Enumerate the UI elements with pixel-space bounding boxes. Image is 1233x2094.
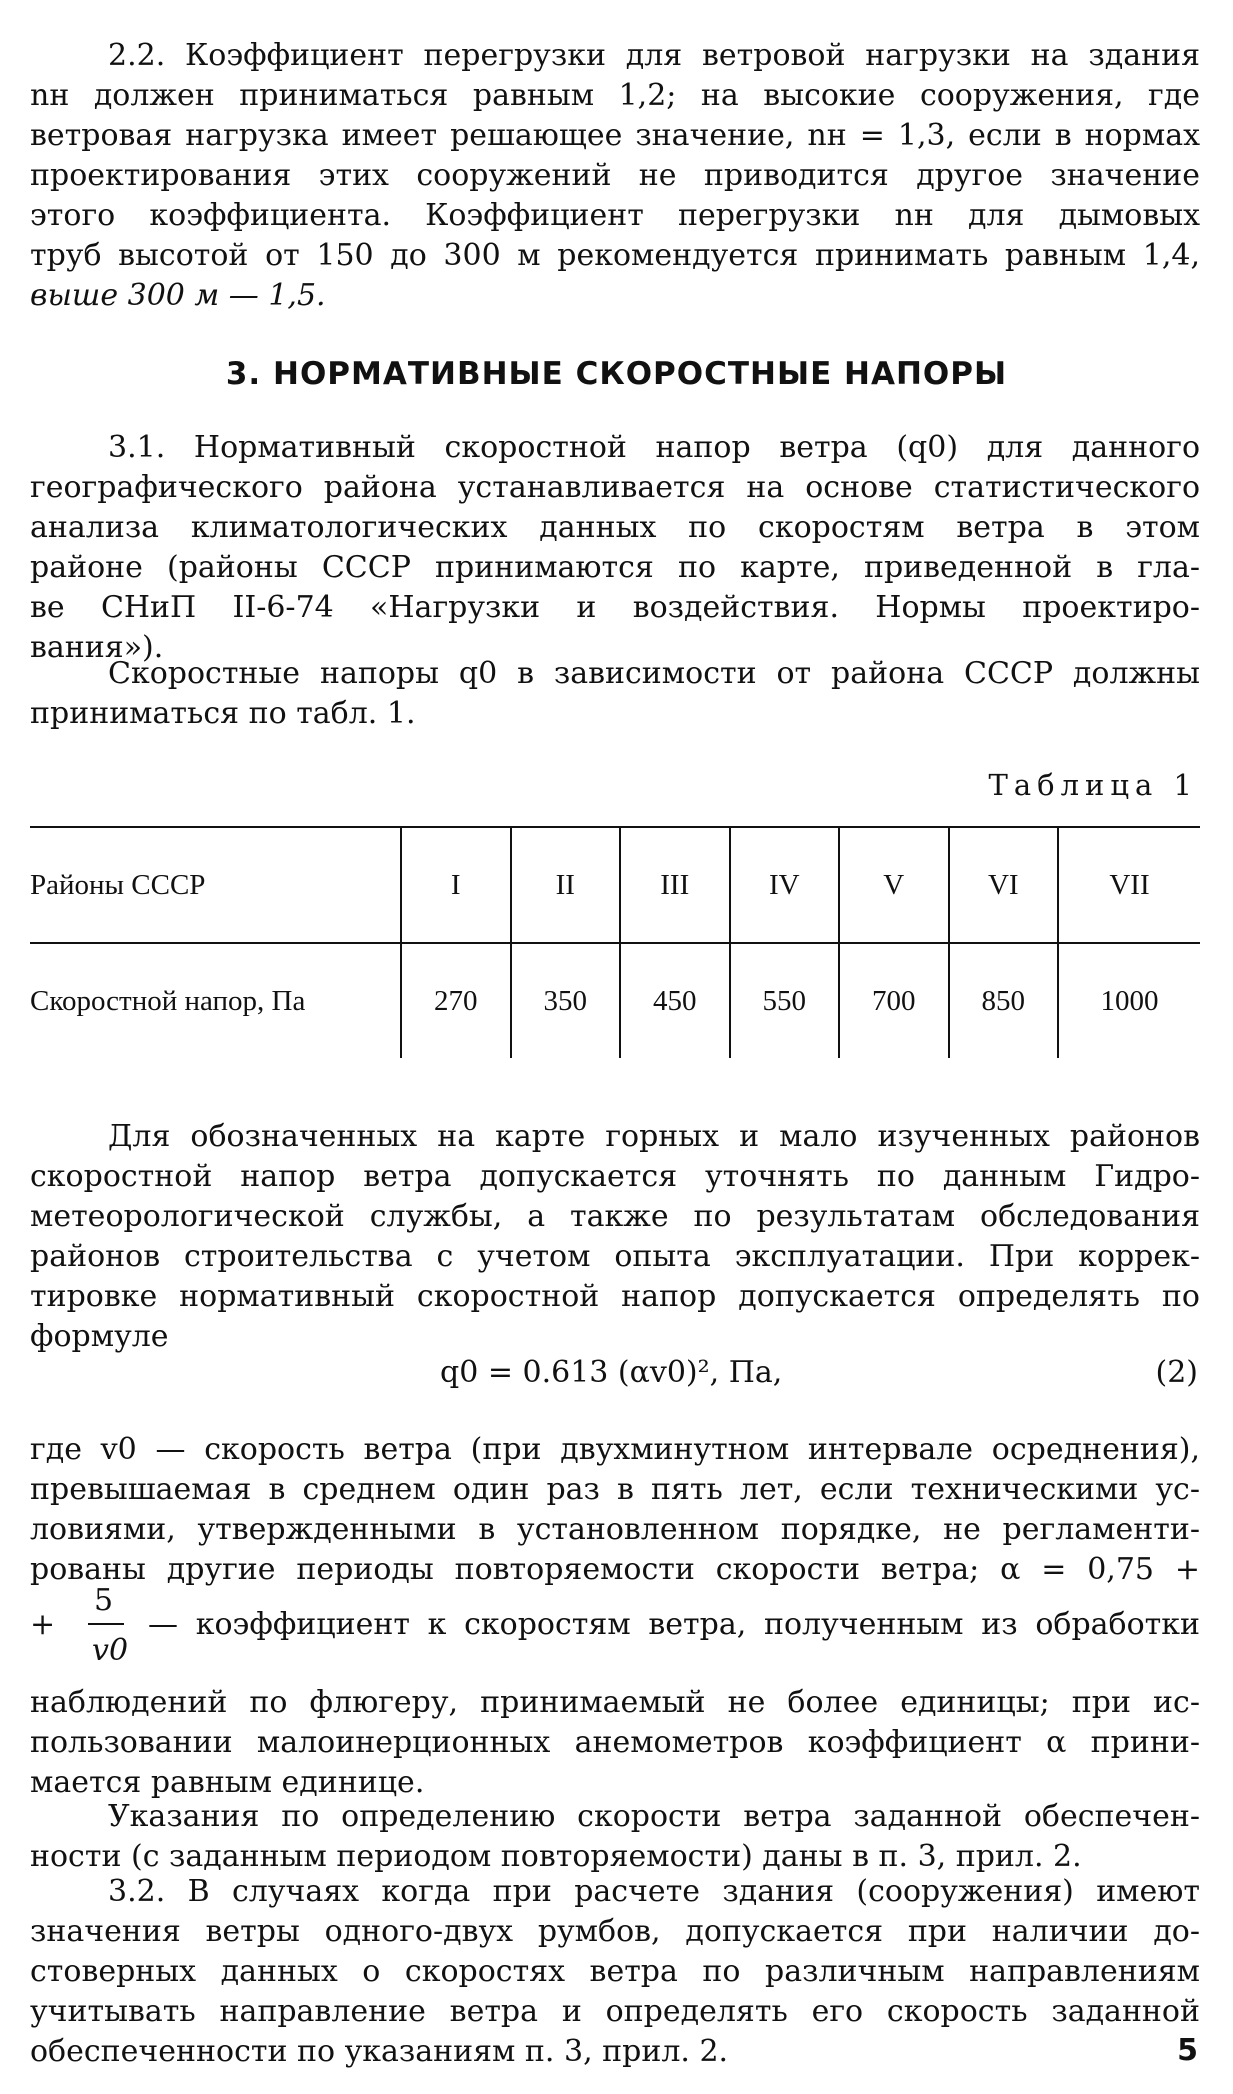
text-line: формуле [30,1319,169,1354]
text-line: Для обозначенных на карте горных и мало изученных районов [108,1119,1200,1154]
text-line: учитывать направление ветра и определять его скорость заданной [30,1994,1200,2029]
page-number: 5 [1177,2033,1198,2068]
text-line: 3.2. В случаях когда при расчете здания (сооружения) имеют [108,1874,1200,1909]
text-line: nн должен приниматься равным 1,2; на высокие сооружения, где [30,78,1200,113]
paragraph-where [30,1430,1200,1590]
plus-sign: + [30,1607,56,1642]
wind-pressure-table [30,826,1200,1058]
fraction-numerator: 5 [94,1583,114,1618]
fraction-line [30,1583,1200,1679]
table-cell: 270 [401,943,511,1058]
text-line: рованы другие периоды повторяемости скорости ветра; α = 0,75 + [30,1552,1200,1587]
table-cell: 350 [511,943,621,1058]
paragraph-3-1 [30,428,1200,668]
fraction-bar [88,1623,124,1625]
table-cell: II [511,827,621,943]
text-line: труб высотой от 150 до 300 м рекомендуется принимать равным 1,4, [30,238,1200,273]
fraction-line-text: — коэффициент к скоростям ветра, полученным из обработки [148,1607,1200,1642]
text-line: ловиями, утвержденными в установленном порядке, не регламенти- [30,1512,1200,1547]
table-row-label: Районы СССР [30,827,401,943]
text-line: районов строительства с учетом опыта эксплуатации. При коррек- [30,1239,1200,1274]
text-line: 2.2. Коэффициент перегрузки для ветровой нагрузки на здания [108,38,1200,73]
text-line: значения ветры одного-двух румбов, допускается при наличии до- [30,1914,1200,1949]
text-line: ве СНиП II-6-74 «Нагрузки и воздействия. Нормы проектиро- [30,590,1200,625]
table-row [30,827,1200,943]
paragraph-table-reference [30,654,1200,734]
text-line: проектирования этих сооружений не приводится другое значение [30,158,1200,193]
fraction-denominator: v0 [92,1633,129,1668]
table-caption: Таблица 1 [988,768,1198,802]
table-cell: 700 [839,943,949,1058]
text-line: Указания по определению скорости ветра заданной обеспечен- [108,1799,1200,1834]
text-line: обеспеченности по указаниям п. 3, прил. 2. [30,2034,729,2069]
text-line: стоверных данных о скоростях ветра по различным направлениям [30,1954,1200,1989]
text-line: вания»). [30,630,164,665]
paragraph-2-2 [30,36,1200,316]
table-cell: VI [949,827,1059,943]
text-line: ности (с заданным периодом повторяемости) даны в п. 3, прил. 2. [30,1839,1082,1874]
text-line: приниматься по табл. 1. [30,696,416,731]
paragraph-3-2 [30,1872,1200,2072]
text-line: 3.1. Нормативный скоростной напор ветра (q0) для данного [108,430,1200,465]
text-line: анализа климатологических данных по скоростям ветра в этом [30,510,1200,545]
table-cell: 450 [620,943,730,1058]
text-line: тировке нормативный скоростной напор допускается определять по [30,1279,1200,1314]
text-line: метеорологической службы, а также по результатам обследования [30,1199,1200,1234]
table-cell: IV [730,827,840,943]
table-cell: 550 [730,943,840,1058]
text-line: мается равным единице. [30,1765,425,1800]
text-line: превышаемая в среднем один раз в пять лет, если техническими ус- [30,1472,1200,1507]
text-line: скоростной напор ветра допускается уточнять по данным Гидро- [30,1159,1200,1194]
text-line: Скоростные напоры q0 в зависимости от района СССР должны [108,656,1200,691]
table-cell: 1000 [1058,943,1200,1058]
formula-number: (2) [1155,1355,1198,1390]
text-line: районе (районы СССР принимаются по карте, приведенной в гла- [30,550,1200,585]
table-cell: I [401,827,511,943]
formula-expression: q0 = 0.613 (αv0)², Па, [440,1355,783,1390]
text-line: выше 300 м — 1,5. [30,278,326,313]
section-heading: 3. НОРМАТИВНЫЕ СКОРОСТНЫЕ НАПОРЫ [225,356,1008,392]
text-line: где v0 — скорость ветра (при двухминутном интервале осреднения), [30,1432,1200,1467]
table-row-label: Скоростной напор, Па [30,984,306,1017]
table-cell: V [839,827,949,943]
paragraph-mountain-regions [30,1117,1200,1357]
paragraph-where-continued [30,1683,1200,1803]
table-cell: III [620,827,730,943]
text-line: наблюдений по флюгеру, принимаемый не более единицы; при ис- [30,1685,1200,1720]
text-line: ветровая нагрузка имеет решающее значение, nн = 1,3, если в нормах [30,118,1200,153]
table-row [30,943,1200,1058]
text-line: географического района устанавливается на основе статистического [30,470,1200,505]
table-cell: 850 [949,943,1059,1058]
formula [0,1355,1233,1399]
paragraph-instructions [30,1797,1200,1877]
text-line: пользовании малоинерционных анемометров коэффициент α прини- [30,1725,1200,1760]
table-cell: VII [1058,827,1200,943]
text-line: этого коэффициента. Коэффициент перегрузки nн для дымовых [30,198,1200,233]
